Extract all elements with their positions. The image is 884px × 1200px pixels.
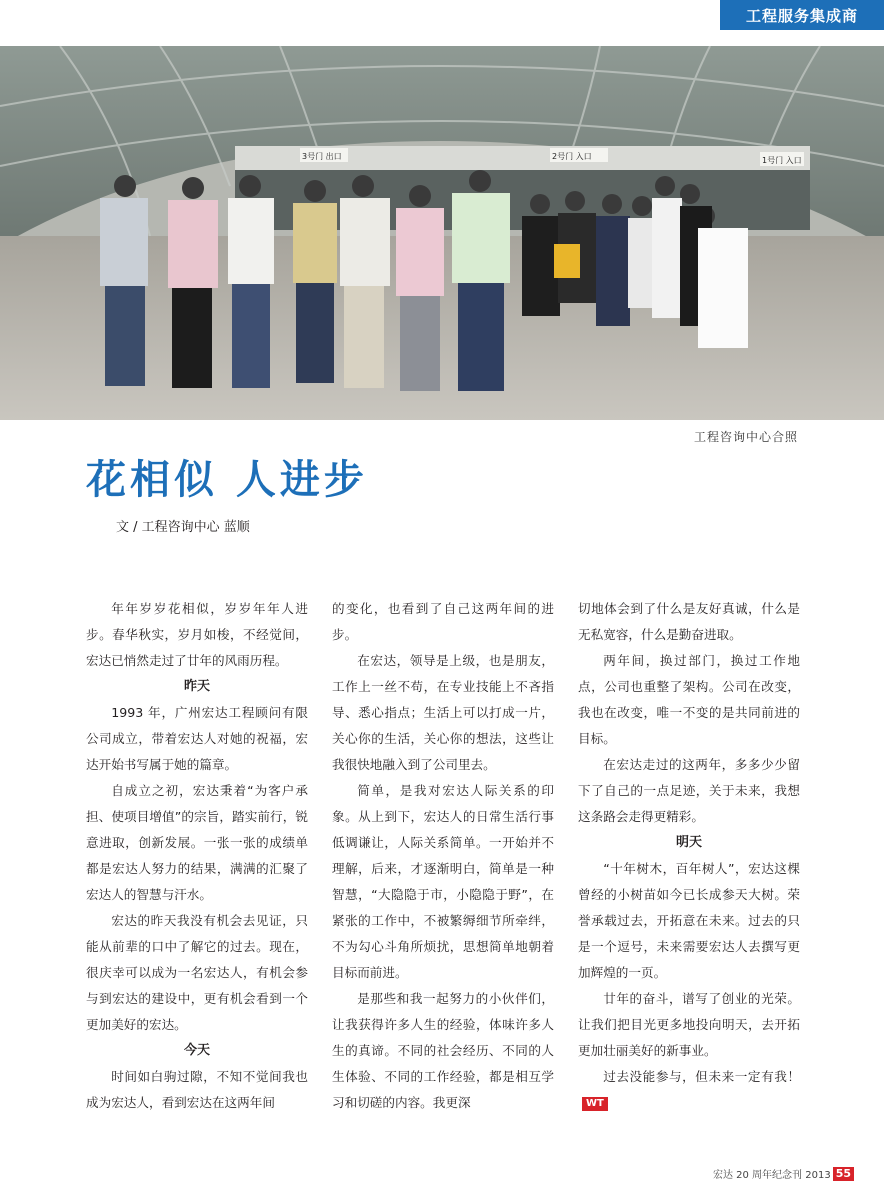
door-sign-far: 1号门 入口 (762, 156, 802, 165)
paragraph: 在宏达走过的这两年，多多少少留下了自己的一点足迹，关于未来，我想这条路会走得更精彩。 (578, 757, 800, 824)
paragraph: 两年间，换过部门，换过工作地点，公司也重整了架构。公司在改变，我也在改变，唯一不变的是共同前进的目标。 (578, 653, 800, 746)
paragraph: 的变化，也看到了自己这两年间的进步。 (332, 601, 554, 642)
paragraph: 自成立之初，宏达秉着“为客户承担、使项目增值”的宗旨，踏实前行，锐意进取，创新发展。一张一张的成绩单都是宏达人努力的结果，满满的汇聚了宏达人的智慧与汗水。 (86, 783, 308, 902)
paragraph: 年年岁岁花相似，岁岁年年人进步。春华秋实，岁月如梭，不经觉间，宏达已悄然走过了廿年的风雨历程。 (86, 601, 308, 668)
paragraph: 时间如白驹过隙，不知不觉间我也成为宏达人，看到宏达在这两年间 (86, 1069, 308, 1110)
section-heading-tomorrow: 明天 (675, 835, 702, 850)
paragraph-final (578, 1064, 800, 1116)
paragraph: 廿年的奋斗，谱写了创业的光荣。让我们把目光更多地投向明天，去开拓更加壮丽美好的新事业。 (578, 991, 800, 1058)
paragraph: 是那些和我一起努力的小伙伴们，让我获得许多人生的经验，体味许多人生的真谛。不同的社会经历、不同的人生体验、不同的工作经验，都是相互学习和切磋的内容。我更深 (332, 991, 554, 1110)
group-photo (0, 46, 884, 420)
paragraph: 宏达的昨天我没有机会去见证，只能从前辈的口中了解它的过去。现在，很庆幸可以成为一名宏达人，有机会参与到宏达的建设中，更有机会看到一个更加美好的宏达。 (86, 913, 308, 1032)
section-heading-yesterday: 昨天 (183, 679, 210, 694)
journal-name: 宏达 20 周年纪念刊 2013 (712, 1170, 831, 1181)
door-sign-right: 2号门 入口 (552, 152, 592, 161)
end-mark-badge: WT (582, 1097, 608, 1111)
page-footer (713, 1166, 854, 1181)
door-sign-left: 3号门 出口 (302, 152, 342, 161)
paragraph: 1993 年，广州宏达工程顾问有限公司成立，带着宏达人对她的祝福，宏达开始书写属于她的篇章。 (86, 705, 308, 772)
final-sentence: 过去没能参与，但未来一定有我！ (603, 1069, 800, 1084)
article-column-3 (578, 596, 800, 1116)
section-header-tab: 工程服务集成商 (720, 0, 884, 30)
paragraph: 切地体会到了什么是友好真诚，什么是无私宽容，什么是勤奋进取。 (578, 601, 800, 642)
paragraph: 在宏达，领导是上级，也是朋友，工作上一丝不苟，在专业技能上不吝指导、悉心指点；生活上可以打成一片，关心你的生活，关心你的想法，这些让我很快地融入到了公司里去。 (332, 653, 554, 772)
paragraph: 简单，是我对宏达人际关系的印象。从上到下，宏达人的日常生活行事低调谦让，人际关系简单。一开始并不理解，后来，才逐渐明白，简单是一种智慧，“大隐隐于市，小隐隐于野”，在紧张的工作中，不被繁缛细节所牵绊，不为勾心斗角所烦扰，思想简单地朝着目标而前进。 (332, 783, 554, 980)
article-title: 花相似 人进步 (86, 456, 368, 503)
paragraph: “十年树木，百年树人”，宏达这棵曾经的小树苗如今已长成参天大树。荣誉承载过去，开拓意在未来。过去的只是一个逗号，未来需要宏达人去撰写更加辉煌的一页。 (578, 861, 800, 980)
photo-caption: 工程咨询中心合照 (693, 430, 798, 444)
article-column-2 (332, 596, 554, 1116)
page-number: 55 (833, 1167, 854, 1181)
article-byline: 文 / 工程咨询中心 蓝顺 (116, 520, 250, 535)
article-column-1 (86, 596, 308, 1116)
section-heading-today: 今天 (183, 1043, 210, 1058)
